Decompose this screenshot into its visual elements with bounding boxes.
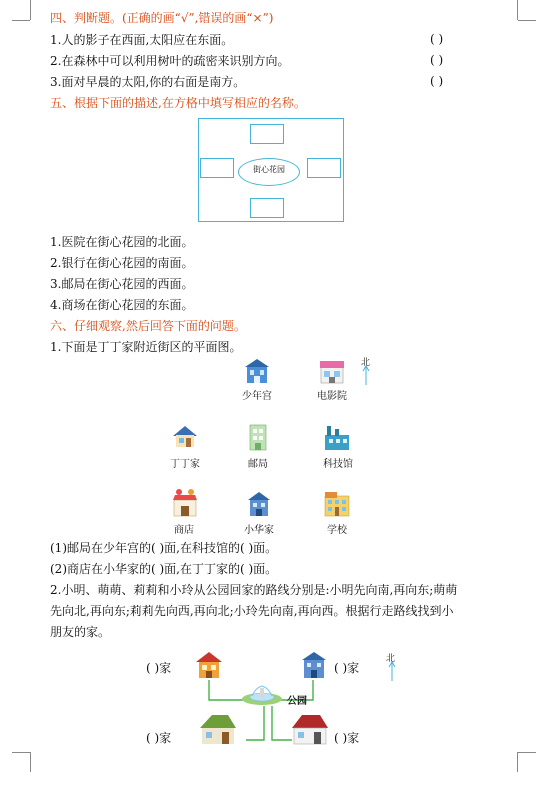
park-fountain-icon [240, 684, 284, 706]
house-icon [290, 712, 330, 746]
description-line: 3.邮局在街心花园的西面。 [50, 277, 194, 291]
home-answer[interactable]: ( )家 [146, 661, 172, 675]
question-text: 3.面对早晨的太阳,你的右面是南方。 [50, 75, 246, 89]
map-cell-east[interactable] [307, 158, 341, 178]
garden-label: 街心花园 [253, 165, 285, 174]
school-icon [322, 488, 352, 518]
park-label: 公园 [287, 696, 307, 707]
house-icon [198, 712, 238, 746]
crop-mark [518, 20, 536, 21]
description-line: 4.商场在街心花园的东面。 [50, 298, 194, 312]
question-text: 1.下面是丁丁家附近街区的平面图。 [50, 340, 242, 354]
house-icon [300, 650, 328, 680]
place-label: 商店 [174, 525, 194, 536]
map-cell-west[interactable] [200, 158, 234, 178]
place-label: 小华家 [244, 525, 274, 536]
shop-icon [170, 488, 200, 518]
question-paragraph [50, 580, 520, 643]
place-label: 邮局 [248, 459, 268, 470]
north-label: 北 [386, 654, 396, 664]
science-museum-icon [322, 423, 352, 451]
place-label: 电影院 [317, 391, 347, 402]
question-text: 1.人的影子在西面,太阳应在东面。 [50, 33, 234, 47]
crop-mark [12, 20, 30, 21]
youth-palace-icon [244, 358, 270, 384]
description-line: 2.银行在街心花园的南面。 [50, 256, 194, 270]
crop-mark [30, 0, 31, 20]
answer-paren[interactable]: ( ) [430, 32, 444, 46]
place-label: 科技馆 [323, 459, 353, 470]
crop-mark [517, 0, 518, 20]
place-label: 学校 [327, 525, 347, 536]
section-heading-fill-map: 五、根据下面的描述,在方格中填写相应的名称。 [50, 96, 306, 110]
north-label: 北 [361, 358, 371, 368]
paragraph-line: 2.小明、萌萌、莉莉和小玲从公园回家的路线分别是:小明先向南,再向东;萌萌 [50, 583, 458, 597]
answer-paren[interactable]: ( ) [430, 53, 444, 67]
home-answer[interactable]: ( )家 [334, 661, 360, 675]
place-label: 少年宫 [242, 391, 272, 402]
house-icon [194, 650, 224, 680]
home-answer[interactable]: ( )家 [334, 731, 360, 745]
paragraph-line: 朋友的家。 [50, 625, 111, 639]
cinema-icon [318, 358, 346, 384]
section-heading-judgement: 四、判断题。(正确的画“√”,错误的画“×”) [50, 11, 274, 25]
north-arrow-icon [361, 364, 371, 386]
house-icon [246, 490, 272, 518]
place-label: 丁丁家 [170, 459, 200, 470]
north-arrow-icon [387, 660, 397, 682]
description-line: 1.医院在街心花园的北面。 [50, 235, 194, 249]
question-text: (1)邮局在少年宫的( )面,在科技馆的( )面。 [50, 541, 278, 555]
paragraph-line: 先向北,再向东;莉莉先向西,再向北;小玲先向南,再向西。根据行走路线找到小 [50, 604, 454, 618]
question-text: (2)商店在小华家的( )面,在丁丁家的( )面。 [50, 562, 278, 576]
map-cell-south[interactable] [250, 198, 284, 218]
section-heading-observe: 六、仔细观察,然后回答下面的问题。 [50, 319, 246, 333]
home-answer[interactable]: ( )家 [146, 731, 172, 745]
map-cell-north[interactable] [250, 124, 284, 144]
post-office-icon [246, 421, 270, 451]
answer-paren[interactable]: ( ) [430, 74, 444, 88]
question-text: 2.在森林中可以利用树叶的疏密来识别方向。 [50, 54, 290, 68]
house-icon [171, 423, 201, 449]
